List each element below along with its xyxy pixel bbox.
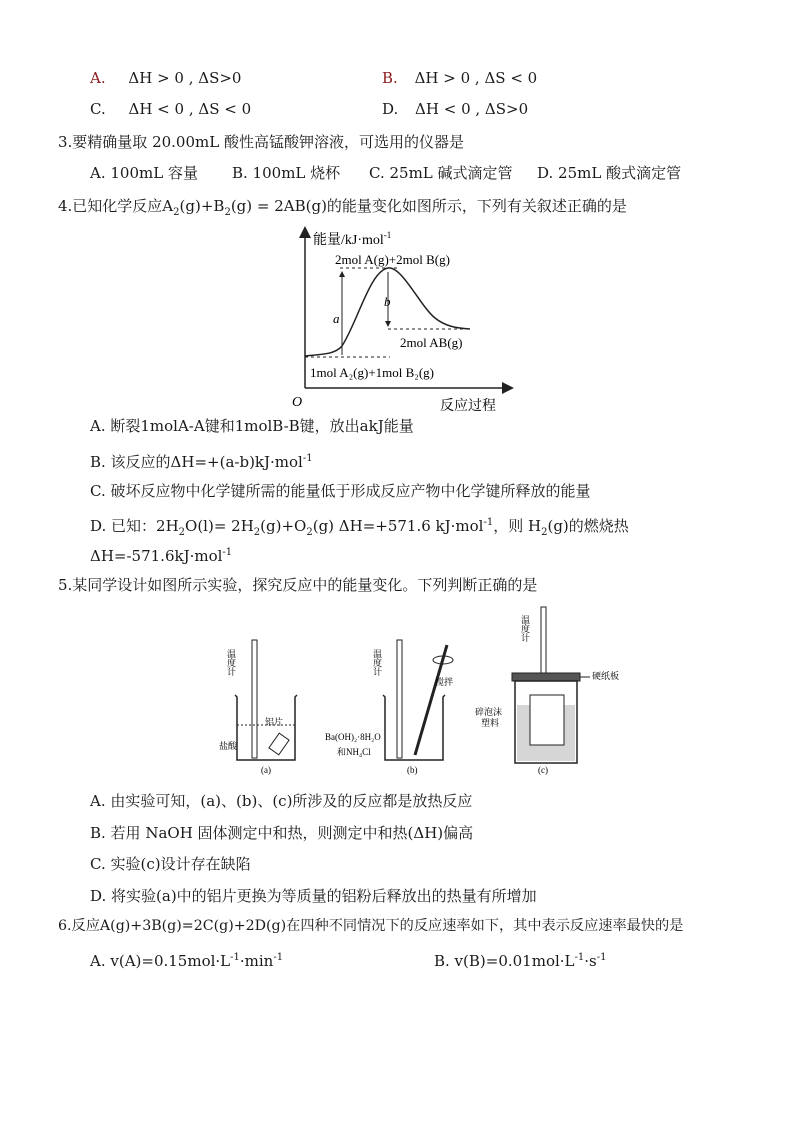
q2-option-a-text: ΔH > 0 , ΔS>0 [128,69,242,87]
q3-option-d: D. 25mL 酸式滴定管 [537,164,682,182]
q5-option-d: D. 将实验(a)中的铝片更换为等质量的铝粉后释放出的热量有所增加 [90,887,537,905]
q4-stem-prefix: 4.已知化学反应A [58,197,174,215]
q2-option-a-label: A. [90,69,106,87]
baoh-label: Ba(OH)₂·8H₂O [325,732,381,742]
nh4cl-label: 和NH₄Cl [337,747,371,757]
q4-stem-mid2: (g) = 2AB(g)的能量变化如图所示，下列有关叙述正确的是 [230,197,627,215]
cardboard [512,673,580,681]
thermometer-a [252,640,257,758]
q2-option-b-text: ΔH > 0 , ΔS < 0 [414,69,538,87]
beaker-b [383,695,445,760]
d-p1: D. 已知：2H [90,517,179,535]
aluminum-piece [269,733,289,755]
q4-option-d [90,513,629,543]
q5-option-a: A. 由实验可知，(a)、(b)、(c)所涉及的反应都是放热反应 [90,792,473,810]
al-label: 铝片 [265,717,284,727]
thermo-label-c: 温度计 [520,615,530,642]
energy-diagram [280,226,520,416]
q4-sup: -1 [483,517,494,528]
q4-sub: 2 [224,207,231,218]
reactant-label: 1mol A₂(g)+1mol B₂(g) [310,365,435,380]
q2-option-d-label: D. [382,100,399,118]
q4-sup: -1 [222,547,233,558]
q4-sub: 2 [178,527,186,538]
q4-sub: 2 [253,527,261,538]
q6-b-text: B. v(B)=0.01mol·L [434,952,575,970]
q6-option-a [90,948,283,971]
q3-option-b: B. 100mL 烧杯 [232,164,341,182]
q3-option-a: A. 100mL 容量 [90,164,198,182]
q4-option-b-sup: -1 [302,453,313,464]
q6-a-text: A. v(A)=0.15mol·L [90,952,231,970]
d-p3: (g)+O [260,517,307,535]
q6-sup: -1 [574,952,585,963]
inner-beaker [530,695,564,745]
stir-label: 搅拌 [435,677,454,687]
q6-sup: -1 [273,952,284,963]
foam-label-1: 碎泡沫 [475,707,503,717]
top-label: 2mol A(g)+2mol B(g) [335,252,450,267]
label-b: b [384,294,391,309]
label-b-fig: (b) [407,765,418,775]
q4-sub: 2 [173,207,180,218]
q5-option-b: B. 若用 NaOH 固体测定中和热，则测定中和热(ΔH)偏高 [90,824,474,842]
board-label: 硬纸板 [592,671,620,681]
d-p2: O(l)= 2H [185,517,254,535]
thermometer-b [397,640,402,758]
product-label: 2mol AB(g) [400,335,463,350]
q2-option-c-label: C. [90,100,106,118]
q2-option-c [90,99,251,119]
q4-sub: 2 [306,527,313,538]
q4-option-b [90,449,313,472]
q5-stem: 5.某同学设计如图所示实验，探究反应中的能量变化。下列判断正确的是 [58,576,538,594]
q2-option-a [90,68,241,88]
glass-rod [415,645,447,755]
q5-option-c: C. 实验(c)设计存在缺陷 [90,855,251,873]
q2-option-b [382,68,537,88]
foam-label-2: 塑料 [481,718,500,728]
q2-option-d [382,99,528,119]
q6-stem: 6.反应A(g)+3B(g)=2C(g)+2D(g)在四种不同情况下的反应速率如下，其中表示反应速率最快的是 [58,918,684,934]
q6-sup: -1 [596,952,607,963]
q6-option-b [434,948,606,971]
q4-option-a: A. 断裂1molA-A键和1molB-B键，放出akJ能量 [90,417,414,435]
d-line2: ΔH=-571.6kJ·mol [90,547,223,565]
d-p4: (g) ΔH=+571.6 kJ·mol [312,517,484,535]
q2-option-b-label: B. [382,69,398,87]
y-axis-label: 能量/kJ·mol$^{-1}$ [313,230,392,248]
q4-option-b-text: B. 该反应的ΔH=+(a-b)kJ·mol [90,453,303,471]
q6-a-tail: ·min [239,952,274,970]
q3-option-c: C. 25mL 碱式滴定管 [369,164,513,182]
hcl-label: 盐酸 [219,741,238,751]
x-axis-label: 反应过程 [440,399,496,414]
q4-option-d-line2 [90,543,232,566]
q2-option-c-text: ΔH < 0 , ΔS < 0 [128,100,252,118]
q3-stem: 3.要精确量取 20.00mL 酸性高锰酸钾溶液，可选用的仪器是 [58,133,464,151]
experiment-figure [219,605,635,785]
origin-label: O [292,395,303,410]
d-p6: (g)的燃烧热 [547,517,629,535]
label-a-fig: (a) [261,765,271,775]
q4-sub: 2 [541,527,548,538]
q6-sup: -1 [230,952,240,963]
label-a: a [333,311,340,326]
q4-stem [58,196,627,223]
q4-option-c: C. 破坏反应物中化学键所需的能量低于形成反应产物中化学键所释放的能量 [90,482,591,500]
thermo-label-b: 温度计 [372,649,382,676]
label-c-fig: (c) [538,765,548,775]
beaker-a [235,695,297,760]
q2-option-d-text: ΔH < 0 , ΔS>0 [415,100,529,118]
q6-b-tail: ·s [584,952,597,970]
q4-stem-mid1: (g)+B [179,197,225,215]
d-p5: ，则 H [493,517,542,535]
thermo-label-a: 温度计 [226,649,236,676]
